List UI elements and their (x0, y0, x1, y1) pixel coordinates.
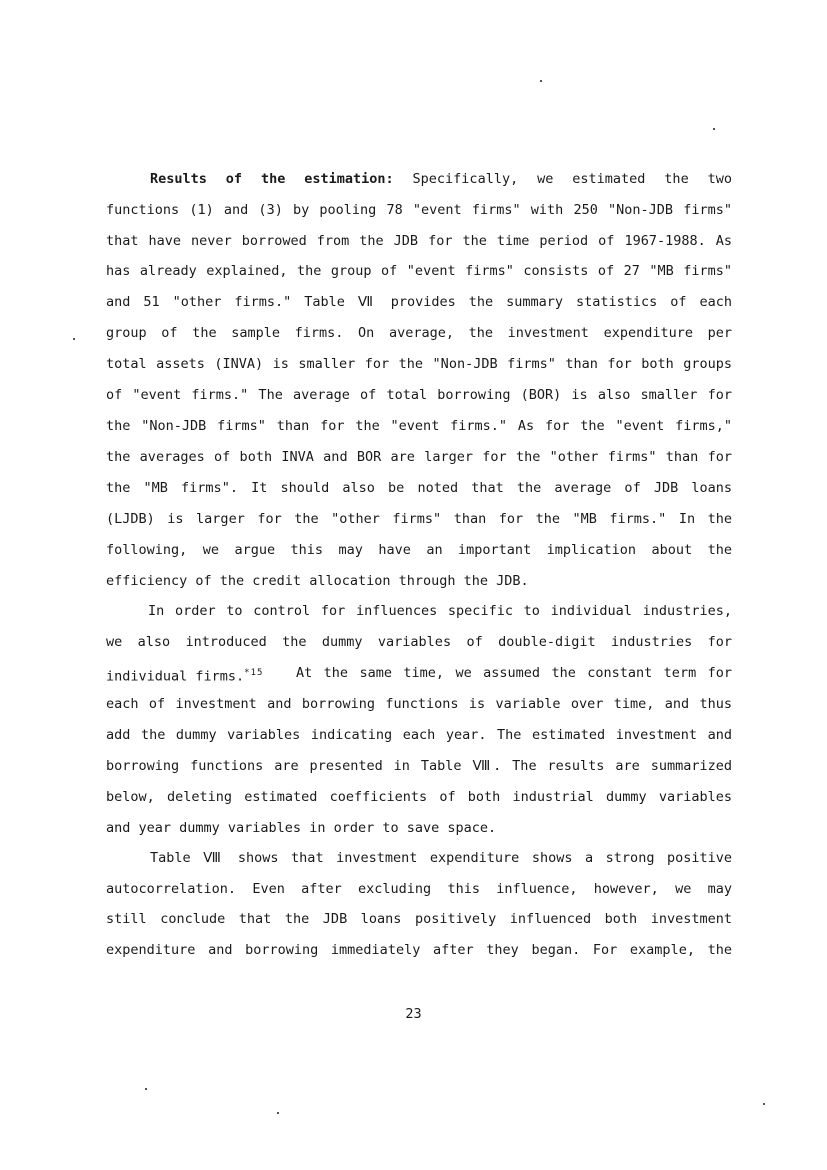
paragraph-2-line-5: add the dummy variables indicating each year. The estimated investment and (106, 727, 732, 743)
scan-speck (145, 1088, 147, 1090)
paragraph-3-line-1: Table Ⅷ shows that investment expenditure shows a strong positive (150, 850, 732, 866)
paragraph-2-line-7: below, deleting estimated coefficients of both industrial dummy variables (106, 789, 732, 805)
scan-speck (277, 1112, 279, 1114)
section-heading: Results of the estimation: (150, 171, 394, 187)
paragraph-1-line-11: the "MB firms". It should also be noted that the average of JDB loans (106, 480, 732, 496)
paragraph-1-line-2: functions (1) and (3) by pooling 78 "event firms" with 250 "Non-JDB firms" (106, 202, 732, 218)
paragraph-2-line-3: individual firms.$^{*15}$ At the same time, we assumed the constant term for (106, 665, 732, 685)
paragraph-1-line-7: total assets (INVA) is smaller for the "Non-JDB firms" than for both groups (106, 356, 732, 372)
scan-speck (540, 80, 542, 82)
paragraph-1-line-13: following, we argue this may have an important implication about the (106, 542, 732, 558)
paragraph-2-line-6: borrowing functions are presented in Table Ⅷ. The results are summarized (106, 758, 732, 774)
paragraph-3-line-2: autocorrelation. Even after excluding this influence, however, we may (106, 881, 732, 897)
paragraph-1-line-8: of "event firms." The average of total borrowing (BOR) is also smaller for (106, 387, 732, 403)
scan-speck (73, 338, 75, 340)
paragraph-2-line-1: In order to control for influences specific to individual industries, (148, 603, 732, 619)
paragraph-1-line-10: the averages of both INVA and BOR are larger for the "other firms" than for (106, 449, 732, 465)
paragraph-2-line-8: and year dummy variables in order to save space. (106, 820, 497, 836)
paragraph-1-line-9: the "Non-JDB firms" than for the "event firms." As for the "event firms," (106, 418, 732, 434)
paragraph-2-line-4: each of investment and borrowing functions is variable over time, and thus (106, 696, 732, 712)
footnote-mark[interactable]: *15 (244, 668, 264, 678)
paragraph-3-line-4: expenditure and borrowing immediately after they began. For example, the (106, 942, 732, 958)
scan-speck (713, 128, 715, 130)
paragraph-3-line-3: still conclude that the JDB loans positively influenced both investment (106, 911, 732, 927)
scan-speck (763, 1103, 765, 1105)
paragraph-1-line-12: (LJDB) is larger for the "other firms" than for the "MB firms." In the (106, 511, 732, 527)
paragraph-2-line-2: we also introduced the dummy variables of double-digit industries for (106, 634, 732, 650)
paragraph-1-line-6: group of the sample firms. On average, the investment expenditure per (106, 325, 732, 341)
paragraph-1-line-5: and 51 "other firms." Table Ⅶ provides the summary statistics of each (106, 294, 732, 310)
paragraph-1-line-14: efficiency of the credit allocation through the JDB. (106, 573, 529, 589)
page-number: 23 (405, 1006, 422, 1022)
paragraph-1-line-4: has already explained, the group of "event firms" consists of 27 "MB firms" (106, 263, 732, 279)
paragraph-1-line-1: Results of the estimation: Specifically, we estimated the two (150, 171, 732, 187)
paragraph-1-line-3: that have never borrowed from the JDB for the time period of 1967-1988. As (106, 233, 732, 249)
